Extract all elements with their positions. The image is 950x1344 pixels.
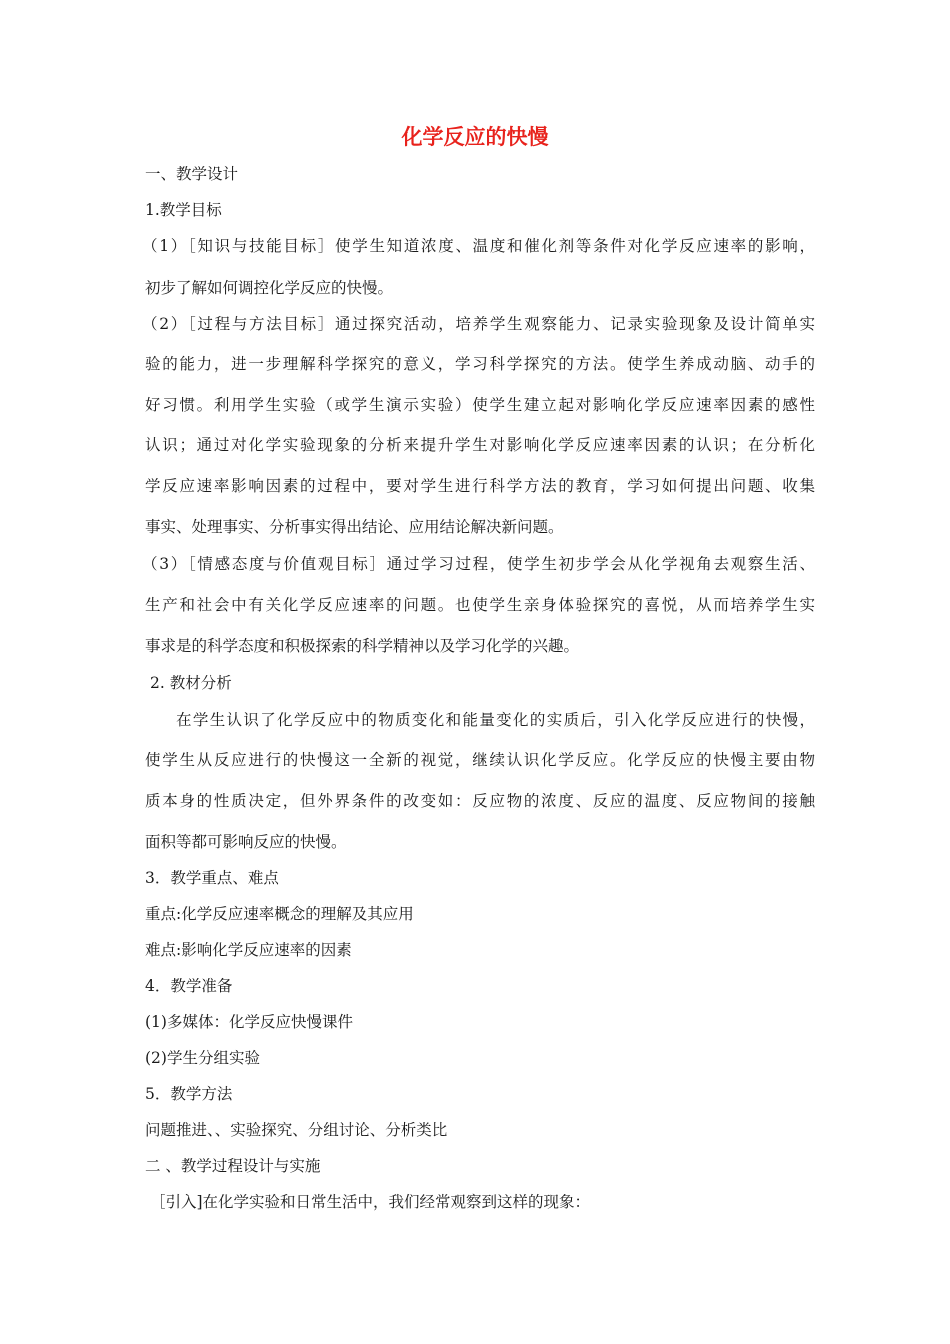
paragraph-line: 验的能力，进一步理解科学探究的意义，学习科学探究的方法。使学生养成动脑、动手的 (145, 355, 815, 373)
paragraph-line: 面积等都可影响反应的快慢。 (145, 833, 347, 851)
paragraph-line: 事求是的科学态度和积极探索的科学精神以及学习化学的兴趣。 (145, 637, 580, 655)
key-point-line: 重点:化学反应速率概念的理解及其应用 (145, 905, 414, 923)
subheading-teaching-goals: 1.教学目标 (145, 201, 222, 219)
prep-item: (2)学生分组实验 (145, 1049, 260, 1067)
paragraph-line: 初步了解如何调控化学反应的快慢。 (145, 279, 394, 297)
method-line: 问题推进、、实验探究、分组讨论、分析类比 (145, 1121, 448, 1139)
section-heading-teaching-process: 二 、教学过程设计与实施 (145, 1157, 321, 1175)
paragraph-line: 学反应速率影响因素的过程中，要对学生进行科学方法的教育，学习如何提出问题、收集 (145, 477, 815, 495)
paragraph-line: （1）［知识与技能目标］使学生知道浓度、温度和催化剂等条件对化学反应速率的影响， (142, 237, 815, 255)
paragraph-line: （3）［情感态度与价值观目标］通过学习过程，使学生初步学会从化学视角去观察生活、 (142, 555, 815, 573)
paragraph-line: （2）［过程与方法目标］通过探究活动，培养学生观察能力、记录实验现象及设计简单实 (142, 315, 815, 333)
document-title: 化学反应的快慢 (401, 125, 549, 149)
subheading-material-analysis: 2. 教材分析 (150, 674, 232, 692)
subheading-teaching-method: 5．教学方法 (145, 1085, 233, 1103)
paragraph-line: 质本身的性质决定，但外界条件的改变如：反应物的浓度、反应的温度、反应物间的接触 (145, 792, 815, 810)
prep-item: (1)多媒体：化学反应快慢课件 (145, 1013, 353, 1031)
paragraph-line: 在学生认识了化学反应中的物质变化和能量变化的实质后，引入化学反应进行的快慢， (176, 711, 815, 729)
paragraph-line: 好习惯。利用学生实验（或学生演示实验）使学生建立起对影响化学反应速率因素的感性 (145, 396, 815, 414)
subheading-teaching-prep: 4．教学准备 (145, 977, 233, 995)
subheading-key-points: 3．教学重点、难点 (145, 869, 279, 887)
section-heading-teaching-design: 一、教学设计 (145, 165, 239, 183)
paragraph-line: 使学生从反应进行的快慢这一全新的视觉，继续认识化学反应。化学反应的快慢主要由物 (145, 751, 815, 769)
paragraph-line: 认识；通过对化学实验现象的分析来提升学生对影响化学反应速率因素的认识；在分析化 (145, 436, 815, 454)
paragraph-line: 事实、处理事实、分析事实得出结论、应用结论解决新问题。 (145, 518, 564, 536)
difficult-point-line: 难点:影响化学反应速率的因素 (145, 941, 352, 959)
paragraph-line: 生产和社会中有关化学反应速率的问题。也使学生亲身体验探究的喜悦，从而培养学生实 (145, 596, 815, 614)
intro-line: ［引入]在化学实验和日常生活中，我们经常观察到这样的现象： (150, 1193, 591, 1211)
